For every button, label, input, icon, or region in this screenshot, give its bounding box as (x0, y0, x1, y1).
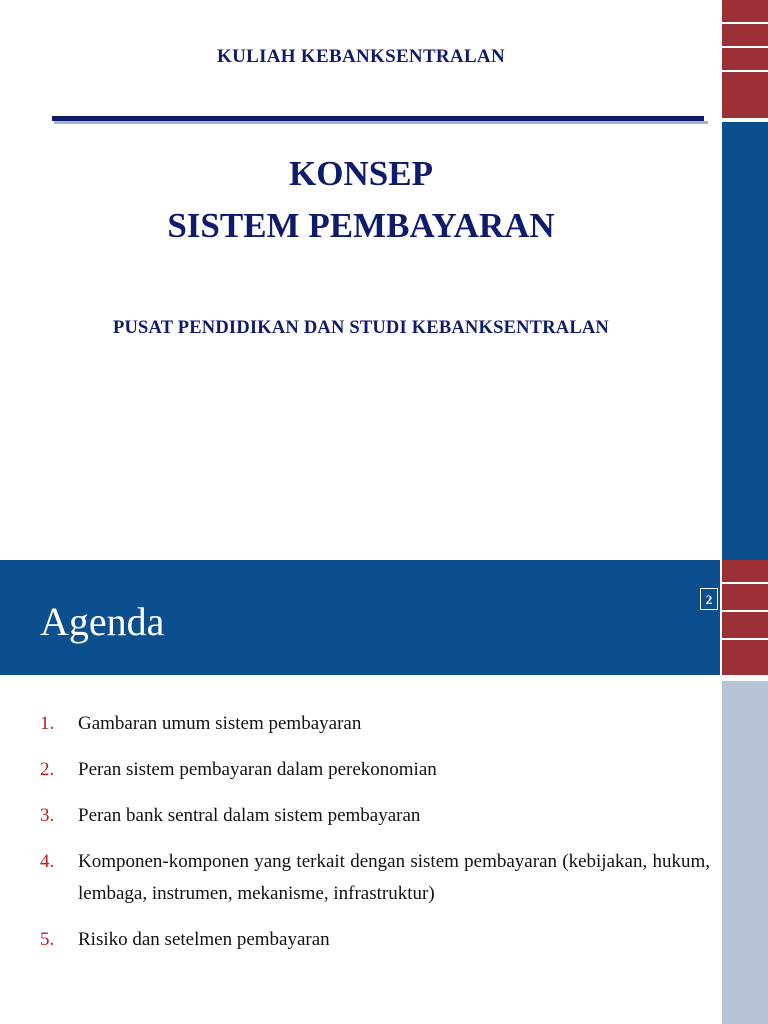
side-strip-red (722, 560, 768, 675)
title-line-2: SISTEM PEMBAYARAN (167, 206, 555, 245)
side-strip-divider (722, 638, 768, 640)
agenda-item-text: Gambaran umum sistem pembayaran (78, 713, 362, 734)
course-heading: KULIAH KEBANKSENTRALAN (217, 46, 505, 67)
agenda-item-number: 1. (40, 713, 55, 734)
side-strip-divider (722, 46, 768, 48)
side-strip-divider (722, 610, 768, 612)
slide-subtitle: PUSAT PENDIDIKAN DAN STUDI KEBANKSENTRALAN (113, 318, 609, 338)
side-strip-blue (722, 122, 768, 560)
agenda-item (40, 800, 710, 832)
agenda-item-text: Komponen-komponen yang terkait dengan sistem pembayaran (kebijakan, hukum, lembaga, instrumen, mekanisme, infrastruktur) (78, 851, 710, 904)
agenda-item (40, 754, 710, 786)
agenda-header-band (0, 560, 720, 675)
agenda-item-number: 4. (40, 851, 55, 872)
side-strip-divider (722, 70, 768, 72)
side-strip-red (722, 0, 768, 118)
agenda-item-number: 2. (40, 759, 55, 780)
agenda-item-text: Peran bank sentral dalam sistem pembayaran (78, 805, 421, 826)
title-line-1: KONSEP (289, 154, 433, 193)
slide-number: 2 (700, 588, 718, 610)
agenda-item (40, 924, 710, 956)
agenda-item (40, 708, 710, 740)
agenda-title: Agenda (40, 599, 165, 644)
agenda-item-number: 5. (40, 929, 55, 950)
agenda-item-number: 3. (40, 805, 55, 826)
heading-rule (52, 116, 704, 121)
slide-title (0, 148, 722, 252)
agenda-item-text: Peran sistem pembayaran dalam perekonomian (78, 759, 437, 780)
agenda-item (40, 846, 710, 910)
agenda-list (40, 708, 710, 970)
heading-rule-shadow (54, 121, 708, 124)
agenda-slide (0, 560, 768, 1024)
side-strip-pale (722, 681, 768, 1024)
side-strip-divider (722, 22, 768, 24)
side-strip-divider (722, 582, 768, 584)
agenda-item-text: Risiko dan setelmen pembayaran (78, 929, 330, 950)
